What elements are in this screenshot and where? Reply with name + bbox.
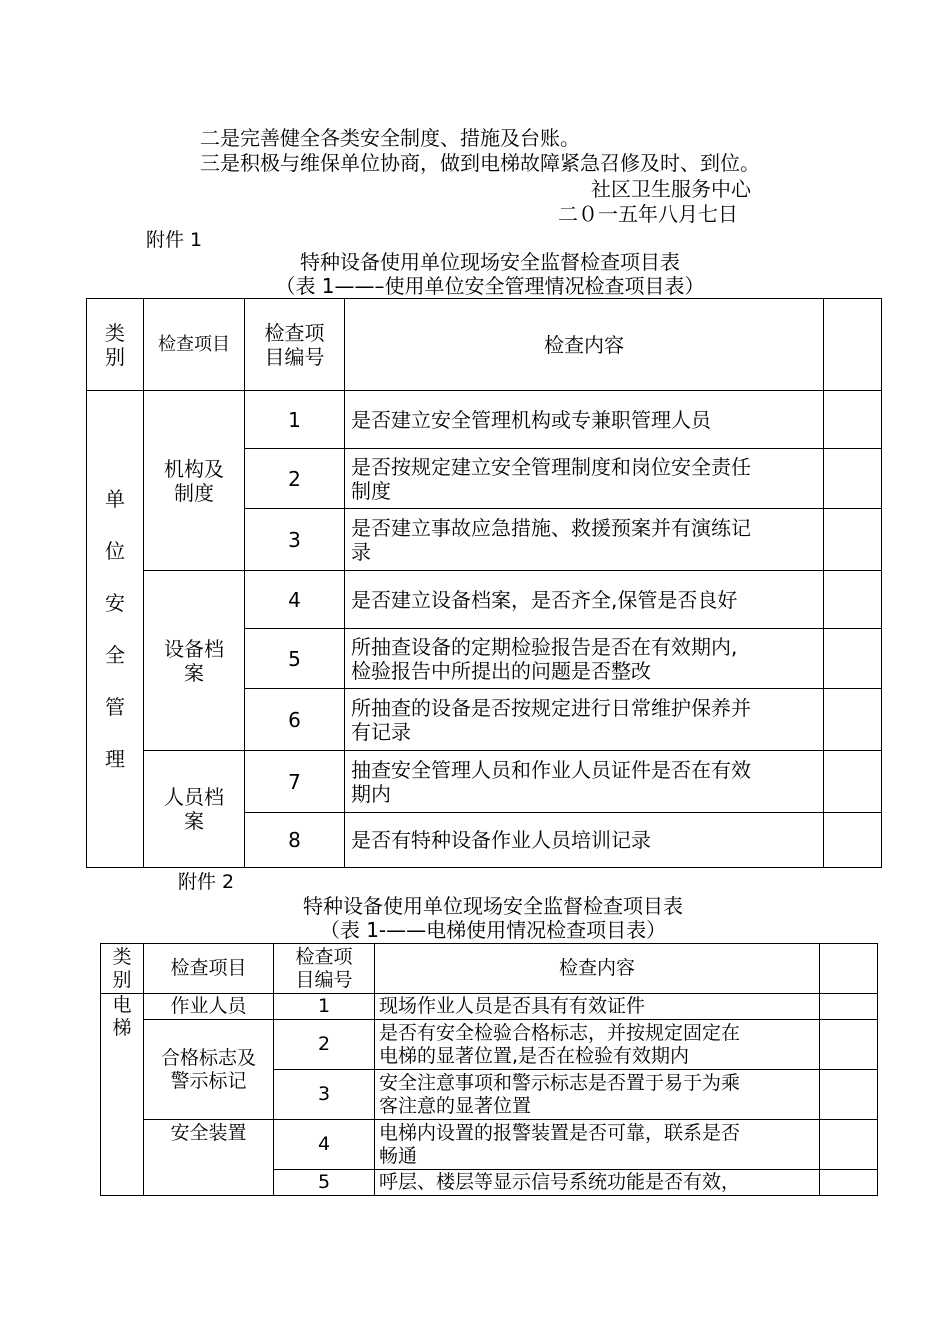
item-content: 所抽查设备的定期检验报告是否在有效期内, 检验报告中所提出的问题是否整改 <box>345 629 824 689</box>
group-cell: 合格标志及 警示标记 <box>144 1020 274 1120</box>
item-content: 是否按规定建立安全管理制度和岗位安全责任 制度 <box>345 449 824 509</box>
intro-line-2: 三是积极与维保单位协商，做到电梯故障紧急召修及时、到位。 <box>200 151 760 175</box>
table-header-row <box>101 944 878 994</box>
inspection-table-1 <box>86 298 882 868</box>
item-number: 1 <box>245 391 345 449</box>
blank-cell <box>824 813 882 868</box>
header-category: 类 别 <box>87 299 144 391</box>
item-number: 8 <box>245 813 345 868</box>
item-content: 所抽查的设备是否按规定进行日常维护保养并 有记录 <box>345 689 824 751</box>
table-row <box>87 391 882 449</box>
attachment-2-subtitle: （表 1-——电梯使用情况检查项目表） <box>319 918 667 942</box>
blank-cell <box>824 689 882 751</box>
signature-org: 社区卫生服务中心 <box>591 177 751 201</box>
table-row <box>101 1120 878 1170</box>
attachment-1-title: 特种设备使用单位现场安全监督检查项目表 <box>300 250 680 274</box>
blank-cell <box>824 509 882 571</box>
group-cell: 安全装置 <box>144 1120 274 1196</box>
blank-cell <box>824 571 882 629</box>
attachment-1-label: 附件 1 <box>146 229 203 251</box>
group-cell: 人员档 案 <box>144 751 245 868</box>
item-content: 是否建立设备档案，是否齐全,保管是否良好 <box>345 571 824 629</box>
group-cell: 作业人员 <box>144 994 274 1020</box>
table-row <box>101 1020 878 1070</box>
item-content: 抽查安全管理人员和作业人员证件是否在有效 期内 <box>345 751 824 813</box>
attachment-2-title: 特种设备使用单位现场安全监督检查项目表 <box>303 894 683 918</box>
item-content: 是否有安全检验合格标志，并按规定固定在 电梯的显著位置,是否在检验有效期内 <box>375 1020 820 1070</box>
item-number: 7 <box>245 751 345 813</box>
item-content: 是否建立安全管理机构或专兼职管理人员 <box>345 391 824 449</box>
blank-cell <box>824 449 882 509</box>
blank-cell <box>824 751 882 813</box>
item-number: 2 <box>245 449 345 509</box>
table-header-row <box>87 299 882 391</box>
item-number: 5 <box>245 629 345 689</box>
table-row <box>101 994 878 1020</box>
item-number: 4 <box>245 571 345 629</box>
item-number: 4 <box>274 1120 375 1170</box>
item-content: 现场作业人员是否具有有效证件 <box>375 994 820 1020</box>
blank-cell <box>820 994 878 1020</box>
header-content: 检查内容 <box>375 944 820 994</box>
item-content: 电梯内设置的报警装置是否可靠，联系是否 畅通 <box>375 1120 820 1170</box>
item-number: 5 <box>274 1170 375 1196</box>
item-content: 是否有特种设备作业人员培训记录 <box>345 813 824 868</box>
intro-line-1: 二是完善健全各类安全制度、措施及台账。 <box>200 126 580 150</box>
category-cell: 单 位 安 全 管 理 <box>87 391 144 868</box>
header-number: 检查项 目编号 <box>245 299 345 391</box>
item-content: 安全注意事项和警示标志是否置于易于为乘 客注意的显著位置 <box>375 1070 820 1120</box>
item-number: 3 <box>245 509 345 571</box>
signature-date: 二０一五年八月七日 <box>558 202 738 226</box>
header-blank <box>820 944 878 994</box>
item-number: 2 <box>274 1020 375 1070</box>
attachment-1-subtitle: （表 1——–使用单位安全管理情况检查项目表） <box>275 274 705 298</box>
blank-cell <box>820 1170 878 1196</box>
item-number: 1 <box>274 994 375 1020</box>
category-cell: 电 梯 <box>101 994 144 1196</box>
item-content: 呼层、楼层等显示信号系统功能是否有效， <box>375 1170 820 1196</box>
header-category: 类 别 <box>101 944 144 994</box>
table-row <box>87 751 882 813</box>
blank-cell <box>824 391 882 449</box>
item-number: 6 <box>245 689 345 751</box>
header-blank <box>824 299 882 391</box>
blank-cell <box>824 629 882 689</box>
blank-cell <box>820 1020 878 1070</box>
header-item: 检查项目 <box>144 299 245 391</box>
header-item: 检查项目 <box>144 944 274 994</box>
header-content: 检查内容 <box>345 299 824 391</box>
group-cell: 设备档 案 <box>144 571 245 751</box>
attachment-2-label: 附件 2 <box>178 871 235 893</box>
item-content: 是否建立事故应急措施、救援预案并有演练记 录 <box>345 509 824 571</box>
inspection-table-2 <box>100 943 878 1196</box>
blank-cell <box>820 1070 878 1120</box>
item-number: 3 <box>274 1070 375 1120</box>
header-number: 检查项 目编号 <box>274 944 375 994</box>
group-cell: 机构及 制度 <box>144 391 245 571</box>
table-row <box>87 571 882 629</box>
blank-cell <box>820 1120 878 1170</box>
